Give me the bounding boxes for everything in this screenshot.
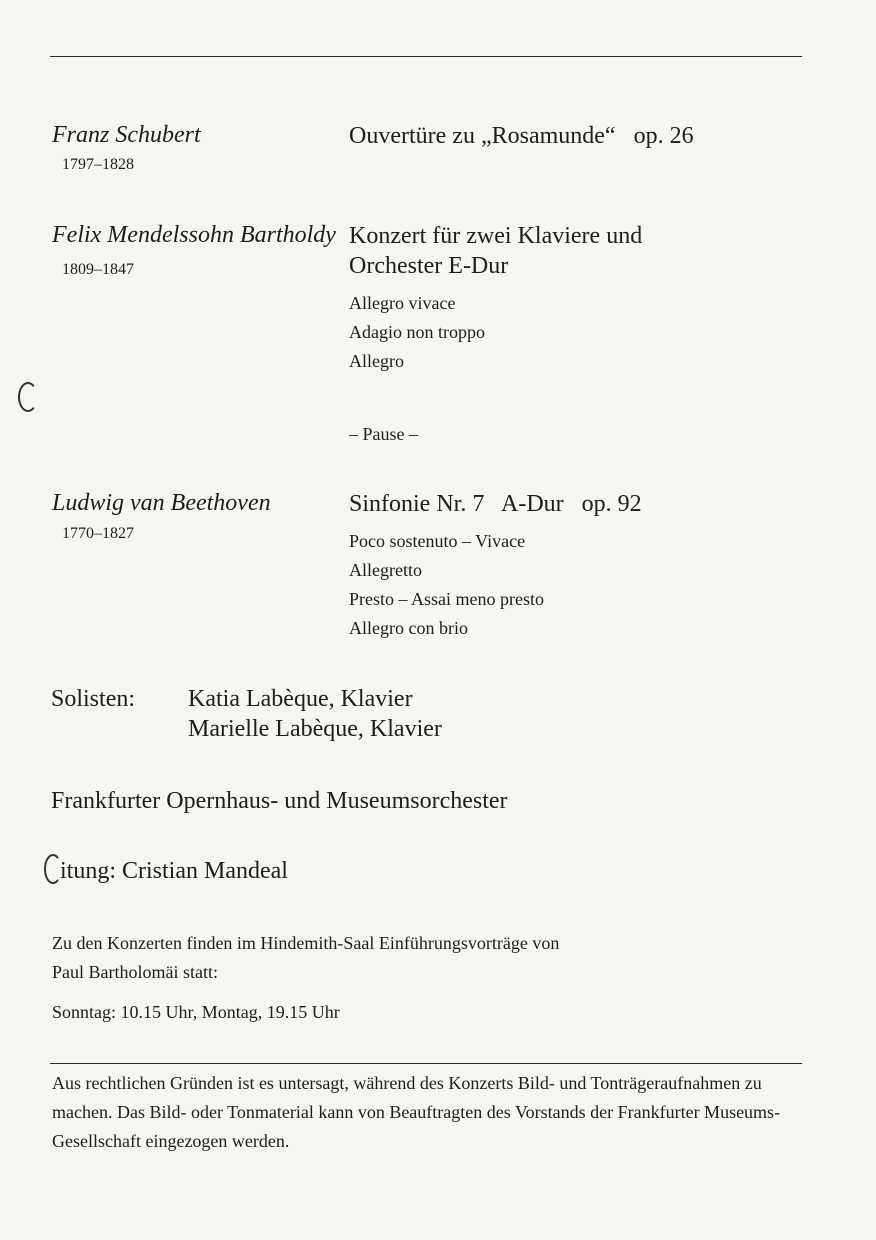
composer-years: 1809–1847 <box>62 261 134 278</box>
soloists-label: Solisten: <box>51 686 136 712</box>
lecture-text: Zu den Konzerten finden im Hindemith-Saal Einführungsvorträge von <box>52 933 560 953</box>
top-rule <box>50 56 802 57</box>
lecture-text-line2: Paul Bartholomäi statt: <box>52 962 218 982</box>
orchestra-name: Frankfurter Opernhaus- und Museumsorchester <box>51 788 508 814</box>
composer-name: Franz Schubert <box>52 122 201 148</box>
composer-name: Felix Mendelssohn Bartholdy <box>52 222 336 248</box>
work-title-line2: Orchester E-Dur <box>349 253 509 279</box>
composer-years: 1770–1827 <box>62 525 134 542</box>
work-title: Ouvertüre zu „Rosamunde“ op. 26 <box>349 123 694 149</box>
punch-hole-mark <box>18 382 38 412</box>
intermission: – Pause – <box>349 424 418 444</box>
conductor-line: itung: Cristian Mandeal <box>60 858 288 884</box>
movement: Allegro con brio <box>349 618 468 638</box>
movement: Allegro <box>349 351 404 371</box>
movement: Allegretto <box>349 560 422 580</box>
movement: Adagio non troppo <box>349 322 485 342</box>
soloist-name: Katia Labèque, Klavier <box>188 686 413 712</box>
composer-name: Ludwig van Beethoven <box>52 490 271 516</box>
movement: Presto – Assai meno presto <box>349 589 544 609</box>
lecture-times: Sonntag: 10.15 Uhr, Montag, 19.15 Uhr <box>52 1002 340 1022</box>
movement: Poco sostenuto – Vivace <box>349 531 526 551</box>
notice-rule <box>50 1063 802 1064</box>
soloist-name: Marielle Labèque, Klavier <box>188 716 442 742</box>
legal-notice: Aus rechtlichen Gründen ist es untersagt, während des Konzerts Bild- und Tonträgeraufnahmen zu machen. Das Bild- oder Tonmaterial kann von Beauftragten des Vorstands der Frankfurter Museums-Gesellschaft eingezogen werden. <box>52 1073 781 1151</box>
composer-years: 1797–1828 <box>62 156 134 173</box>
work-title: Sinfonie Nr. 7 A-Dur op. 92 <box>349 491 642 517</box>
work-title: Konzert für zwei Klaviere und <box>349 223 643 249</box>
movement: Allegro vivace <box>349 293 456 313</box>
